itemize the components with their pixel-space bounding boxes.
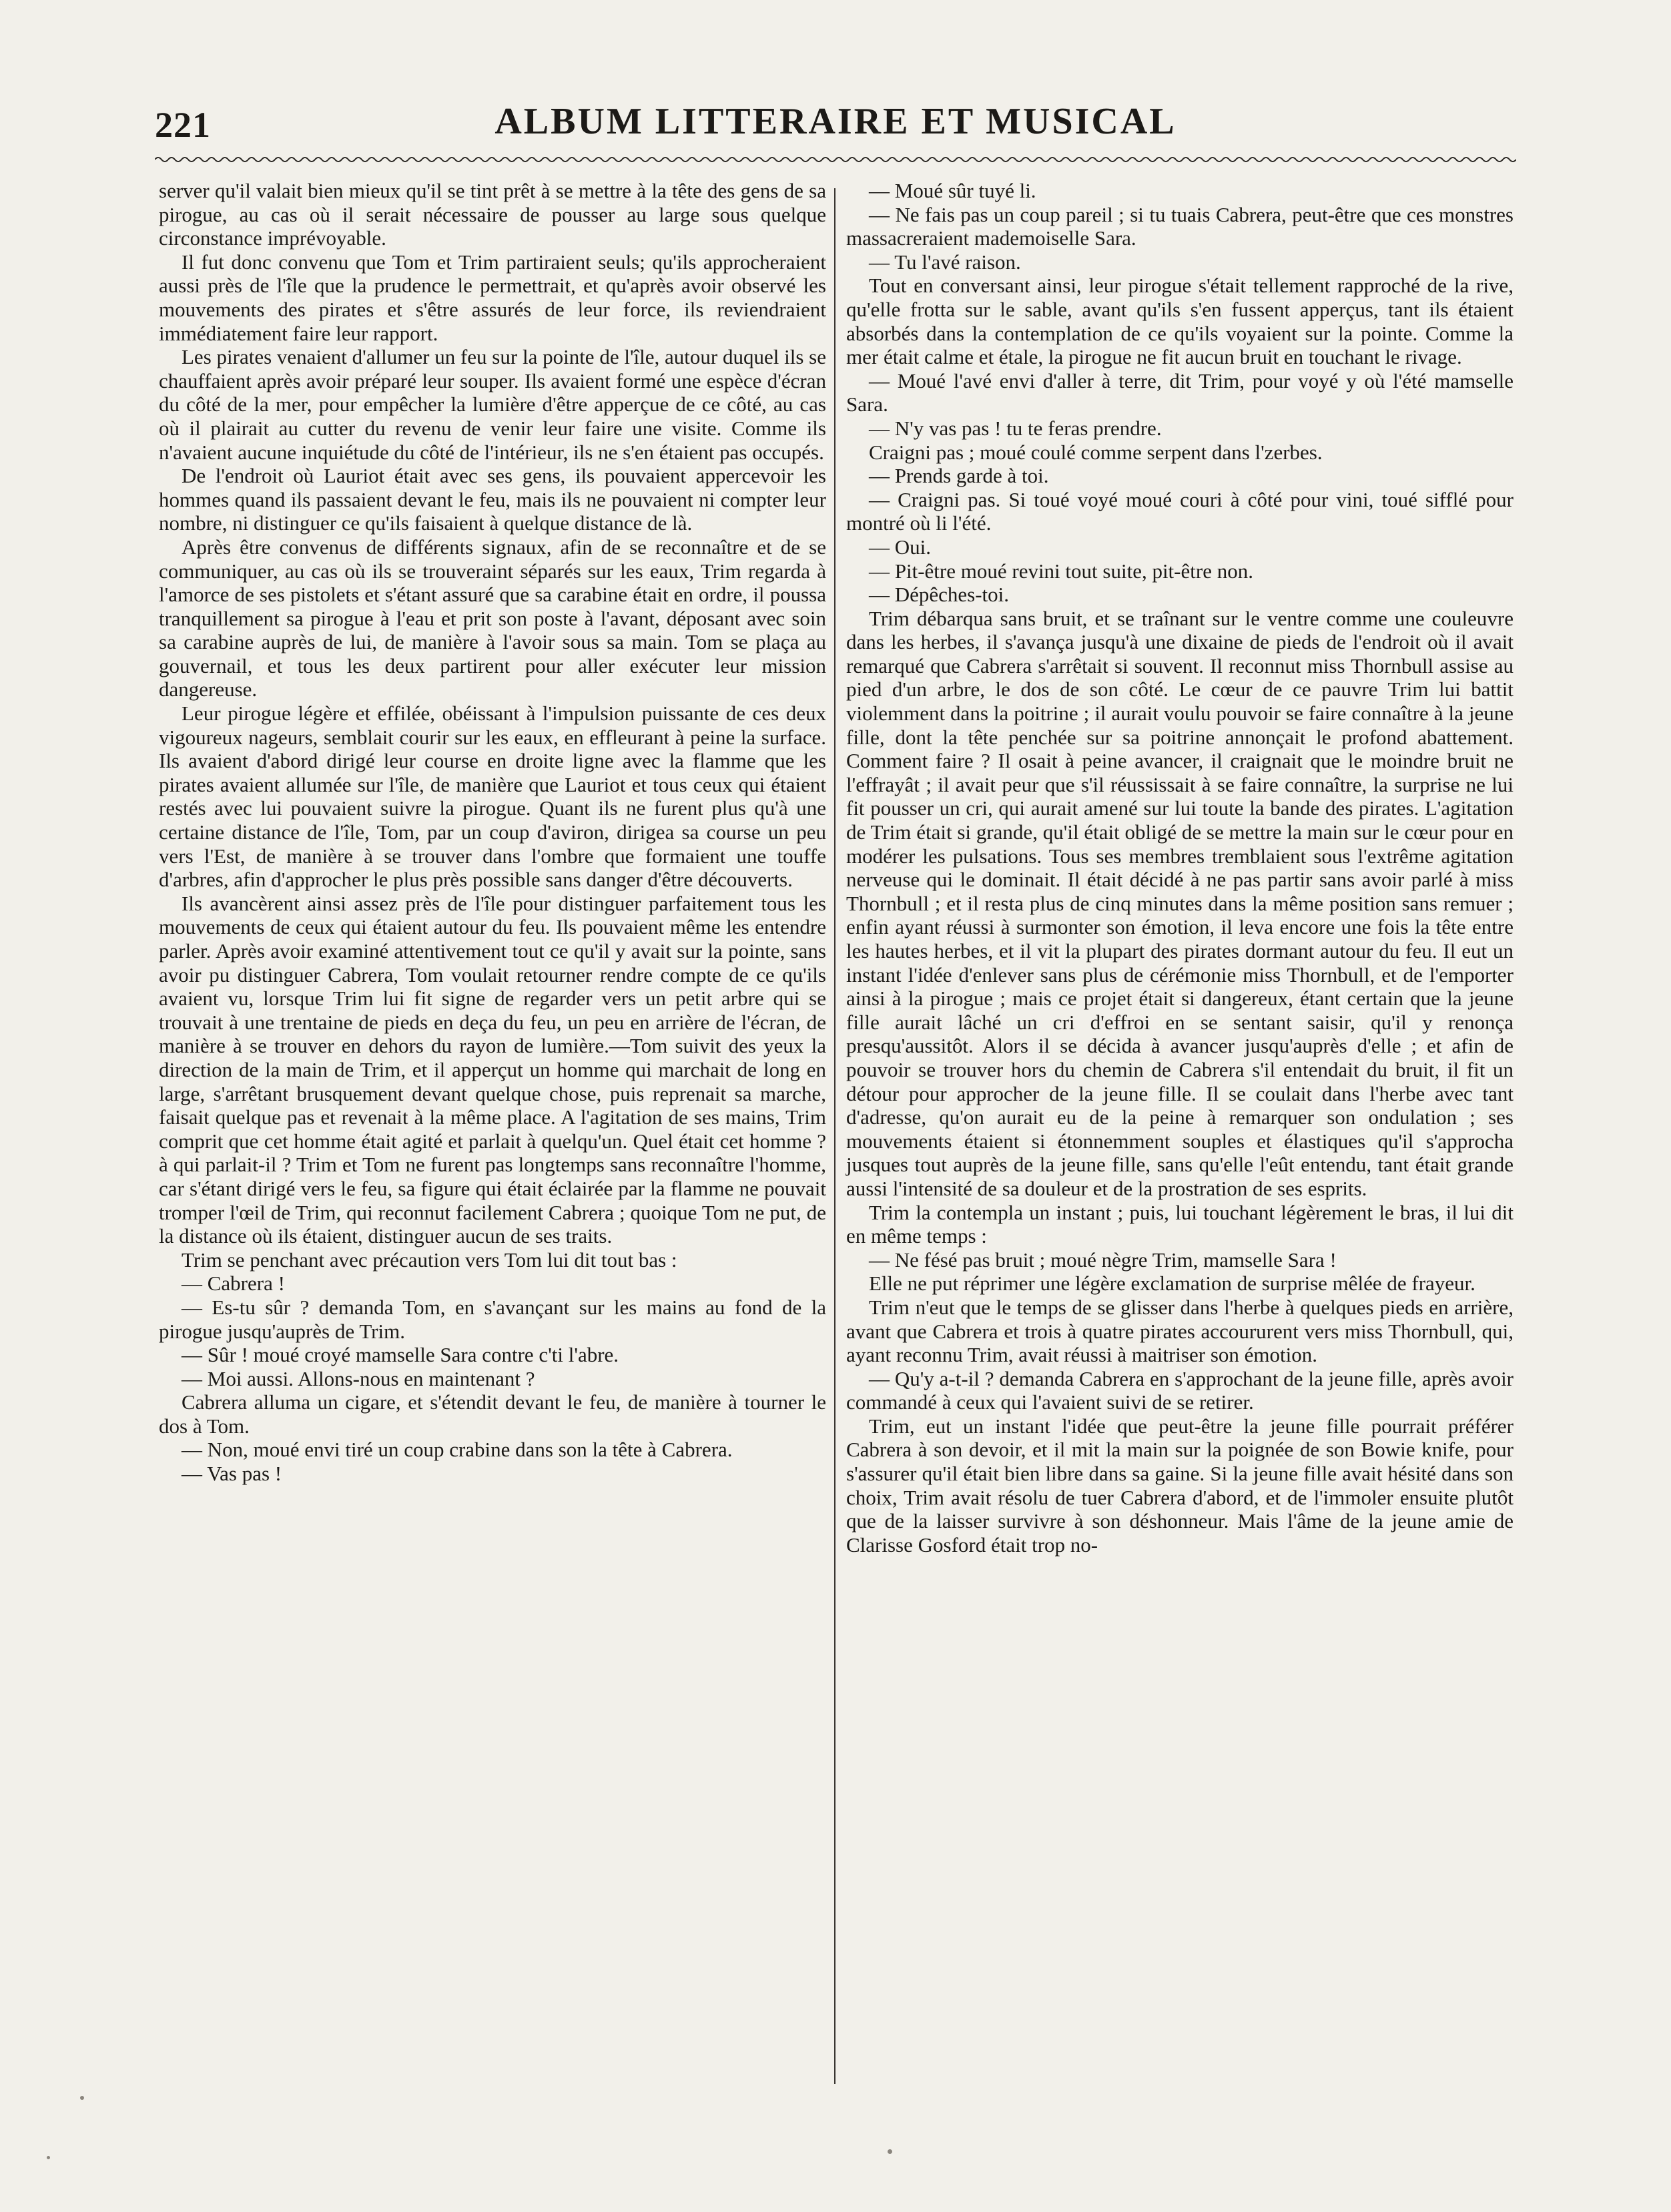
left-column	[159, 179, 826, 1486]
dialogue-line: — N'y vas pas ! tu te feras prendre.	[869, 416, 1162, 440]
page-header	[155, 92, 1516, 159]
dialogue-line: — Craigni pas. Si toué voyé moué couri à côté pour vini, toué sifflé pour montré où li l'été.	[846, 487, 1514, 535]
dialogue-line: — Es-tu sûr ? demanda Tom, en s'avançant sur les mains au fond de la pirogue jusqu'auprès de Trim.	[159, 1295, 826, 1343]
paper-speck	[80, 2096, 84, 2100]
dialogue-line: — Cabrera !	[182, 1272, 285, 1296]
page-number: 221	[155, 105, 211, 145]
paragraph: De l'endroit où Lauriot était avec ses gens, ils pouvaient appercevoir les hommes quand ils passaient devant le feu, mais ils ne pouvaient ni compter leur nombre, ni distinguer ce qu'ils faisaient à quelque distance de là.	[159, 464, 826, 535]
paragraph: Tout en conversant ainsi, leur pirogue s'était tellement rapproché de la rive, qu'elle frotta sur le sable, avant qu'ils s'en fussent apperçus, tant ils étaient absorbés dans la contemplation de ce qu'ils voyaient sur la pointe. Comme la mer était calme et étale, la pirogue ne fit aucun bruit en touchant le rivage.	[846, 274, 1514, 369]
dialogue-line: — Qu'y a-t-il ? demanda Cabrera en s'approchant de la jeune fille, après avoir commandé à ceux qui l'avaient suivi de se retirer.	[846, 1366, 1514, 1414]
dialogue-line: — Moi aussi. Allons-nous en maintenant ?	[182, 1366, 535, 1390]
dialogue-line: — Moué sûr tuyé li.	[869, 179, 1036, 202]
dialogue-line: — Dépêches-toi.	[869, 583, 1010, 607]
paragraph: Les pirates venaient d'allumer un feu sur la pointe de l'île, autour duquel ils se chauffaient après avoir préparé leur souper. Ils avaient formé une espèce d'écran du côté de la mer, pour empêcher la lumière d'être apperçue de ce côté, au cas où il plairait au cutter du revenu de venir leur faire une visite. Comme ils n'avaient aucune inquiétude du côté de l'intérieur, ils ne s'en étaient pas occupés.	[159, 345, 826, 464]
dialogue-line: — Non, moué envi tiré un coup crabine dans son la tête à Cabrera.	[182, 1438, 733, 1462]
running-title: ALBUM LITTERAIRE ET MUSICAL	[494, 101, 1177, 142]
dialogue-line: — Oui.	[869, 535, 931, 559]
right-column	[846, 179, 1514, 1557]
paragraph: Leur pirogue légère et effilée, obéissant à l'impulsion puissante de ces deux vigoureux nageurs, semblait courir sur les eaux, en effleurant à peine la surface. Ils avaient d'abord dirigé leur course en droite ligne avec la flamme que les pirates avaient allumée sur l'île, de manière que Lauriot et tous ceux qui étaient restés avec lui pouvaient suivre la pirogue. Quant ils ne furent plus qu'à une certaine distance de l'île, Tom, par un coup d'aviron, dirigea sa course un peu vers l'Est, de manière à se trouver dans l'ombre que formaient une touffe d'arbres, afin d'approcher le plus près possible sans danger d'être découverts.	[159, 702, 826, 892]
paper-speck	[888, 2149, 892, 2154]
paragraph: Elle ne put réprimer une légère exclamation de surprise mêlée de frayeur.	[869, 1272, 1475, 1296]
dialogue-line: Craigni pas ; moué coulé comme serpent dans l'zerbes.	[869, 440, 1323, 464]
dialogue-line: — Pit-être moué revini tout suite, pit-être non.	[869, 559, 1253, 583]
column-divider	[834, 188, 836, 2084]
paragraph: Cabrera alluma un cigare, et s'étendit devant le feu, de manière à tourner le dos à Tom.	[159, 1390, 826, 1438]
paragraph: server qu'il valait bien mieux qu'il se tint prêt à se mettre à la tête des gens de sa pirogue, au cas où il serait nécessaire de pousser au large sous quelque circonstance imprévoyable.	[159, 179, 826, 250]
dialogue-line: — Ne fésé pas bruit ; moué nègre Trim, mamselle Sara !	[869, 1248, 1337, 1272]
decorative-wavy-rule	[155, 155, 1516, 164]
dialogue-line: — Moué l'avé envi d'aller à terre, dit Trim, pour voyé y où l'été mamselle Sara.	[846, 368, 1514, 417]
dialogue-line: — Prends garde à toi.	[869, 464, 1049, 488]
paper-speck	[47, 2156, 50, 2159]
paragraph: Trim, eut un instant l'idée que peut-être la jeune fille pourrait préférer Cabrera à son devoir, et il mit la main sur la poignée de son Bowie knife, pour s'assurer qu'il était bien libre dans sa gaine. Si la jeune fille avait hésité dans son choix, Trim avait résolu de tuer Cabrera d'abord, et de l'immoler ensuite plutôt que de la laisser survivre à son déshonneur. Mais l'âme de la jeune amie de Clarisse Gosford était trop no-	[846, 1414, 1514, 1557]
paragraph: Trim débarqua sans bruit, et se traînant sur le ventre comme une couleuvre dans les herbes, il s'avança jusqu'à une dixaine de pieds de l'endroit où il avait remarqué que Cabrera s'arrêtait si souvent. Il reconnut miss Thornbull assise au pied d'un arbre, le dos de son côté. Le cœur de ce pauvre Trim lui battit violemment dans la poitrine ; il aurait voulu pouvoir se faire connaître à la jeune fille, dont la tête penchée sur sa poitrine annonçait le profond abattement. Comment faire ? Il osait à peine avancer, il craignait que le moindre bruit ne l'effrayât ; il avait peur que s'il réussissait à se faire connaître, la surprise ne lui fit pousser un cri, qui aurait amené sur lui toute la bande des pirates. L'agitation de Trim était si grande, qu'il était obligé de se mettre la main sur le cœur pour en modérer les pulsations. Tous ses membres tremblaient sous l'extrême agitation nerveuse qui le dominait. Il était décidé à ne pas partir sans avoir parlé à miss Thornbull ; et il resta plus de cinq minutes dans la même position sans remuer ; enfin ayant réussi à surmonter son émotion, il leva encore une fois la tête entre les hautes herbes, et il vit la plupart des pirates dormant autour du feu. Il eut un instant l'idée d'enlever sans plus de cérémonie miss Thornbull, et de l'emporter ainsi à la pirogue ; mais ce projet était si dangereux, étant certain que la jeune fille aurait lâché un cri d'effroi en se sentant saisir, qu'il y renonça presqu'aussitôt. Alors il se décida à avancer jusqu'auprès d'elle ; et afin de pouvoir se trouver hors du chemin de Cabrera s'il entendait du bruit, il fit un détour pour approcher de la jeune fille. Il se coulait dans l'herbe avec tant d'adresse, qu'on aurait eu de la peine à remarquer son ondulation ; ses mouvements étaient si étonnemment souples et élastiques qu'il s'approcha jusques tout auprès de la jeune fille, sans qu'elle l'eût entendu, tant était grande aussi l'intensité de sa douleur et de la prostration de ses esprits.	[846, 606, 1514, 1200]
dialogue-line: — Ne fais pas un coup pareil ; si tu tuais Cabrera, peut-être que ces monstres massacreraient mademoiselle Sara.	[846, 202, 1514, 250]
dialogue-line: — Tu l'avé raison.	[869, 250, 1021, 274]
paragraph: Trim n'eut que le temps de se glisser dans l'herbe à quelques pieds en arrière, avant que Cabrera et trois à quatre pirates accoururent vers miss Thornbull, qui, ayant reconnu Trim, avait réussi à maitriser son émotion.	[846, 1295, 1514, 1367]
paragraph: Trim se penchant avec précaution vers Tom lui dit tout bas :	[182, 1248, 677, 1272]
dialogue-line: — Vas pas !	[182, 1462, 282, 1486]
paragraph: Après être convenus de différents signaux, afin de se reconnaître et de se communiquer, au cas où ils se trouveraint séparés sur les eaux, Trim regarda à l'amorce de ses pistolets et s'étant assuré que sa carabine était en ordre, il poussa tranquillement sa pirogue à l'eau et prit son poste à l'avant, déposant avec soin sa carabine auprès de lui, de manière à l'avoir sous sa main. Tom se plaça au gouvernail, et tous les deux partirent pour aller exécuter leur mission dangereuse.	[159, 535, 826, 702]
paragraph: Ils avancèrent ainsi assez près de l'île pour distinguer parfaitement tous les mouvements de ceux qui étaient autour du feu. Ils pouvaient même les entendre parler. Après avoir examiné attentivement tout ce qu'il y avait sur la pointe, sans avoir pu distinguer Cabrera, Tom voulait retourner rendre compte de ce qu'ils avaient vu, lorsque Trim lui fit signe de regarder vers un petit arbre qui se trouvait à une trentaine de pieds en deça du feu, un peu en arrière de l'écran, de manière à se trouver en dehors du rayon de lumière.—Tom suivit des yeux la direction de la main de Trim, et il apperçut un homme qui marchait de long en large, s'arrêtant brusquement devant quelque chose, puis reprenait sa marche, faisait quelque pas et revenait à la même place. A l'agitation de ses mains, Trim comprit que cet homme était agité et parlait à quelqu'un. Quel était cet homme ? à qui parlait-il ? Trim et Tom ne furent pas longtemps sans reconnaître l'homme, car s'étant dirigé vers le feu, sa figure qui était éclairée par la flamme ne pouvait tromper l'œil de Trim, qui reconnut facilement Cabrera ; quoique Tom ne put, de la distance où ils étaient, distinguer aucun de ses traits.	[159, 891, 826, 1248]
dialogue-line: — Sûr ! moué croyé mamselle Sara contre c'ti l'abre.	[182, 1343, 619, 1367]
paragraph: Trim la contempla un instant ; puis, lui touchant légèrement le bras, il lui dit en même temps :	[846, 1200, 1514, 1248]
paragraph: Il fut donc convenu que Tom et Trim partiraient seuls; qu'ils approcheraient aussi près de l'île que la prudence le permettrait, et qu'après avoir observé les mouvements des pirates et s'être assurés de leur force, ils reviendraient immédiatement faire leur rapport.	[159, 250, 826, 345]
